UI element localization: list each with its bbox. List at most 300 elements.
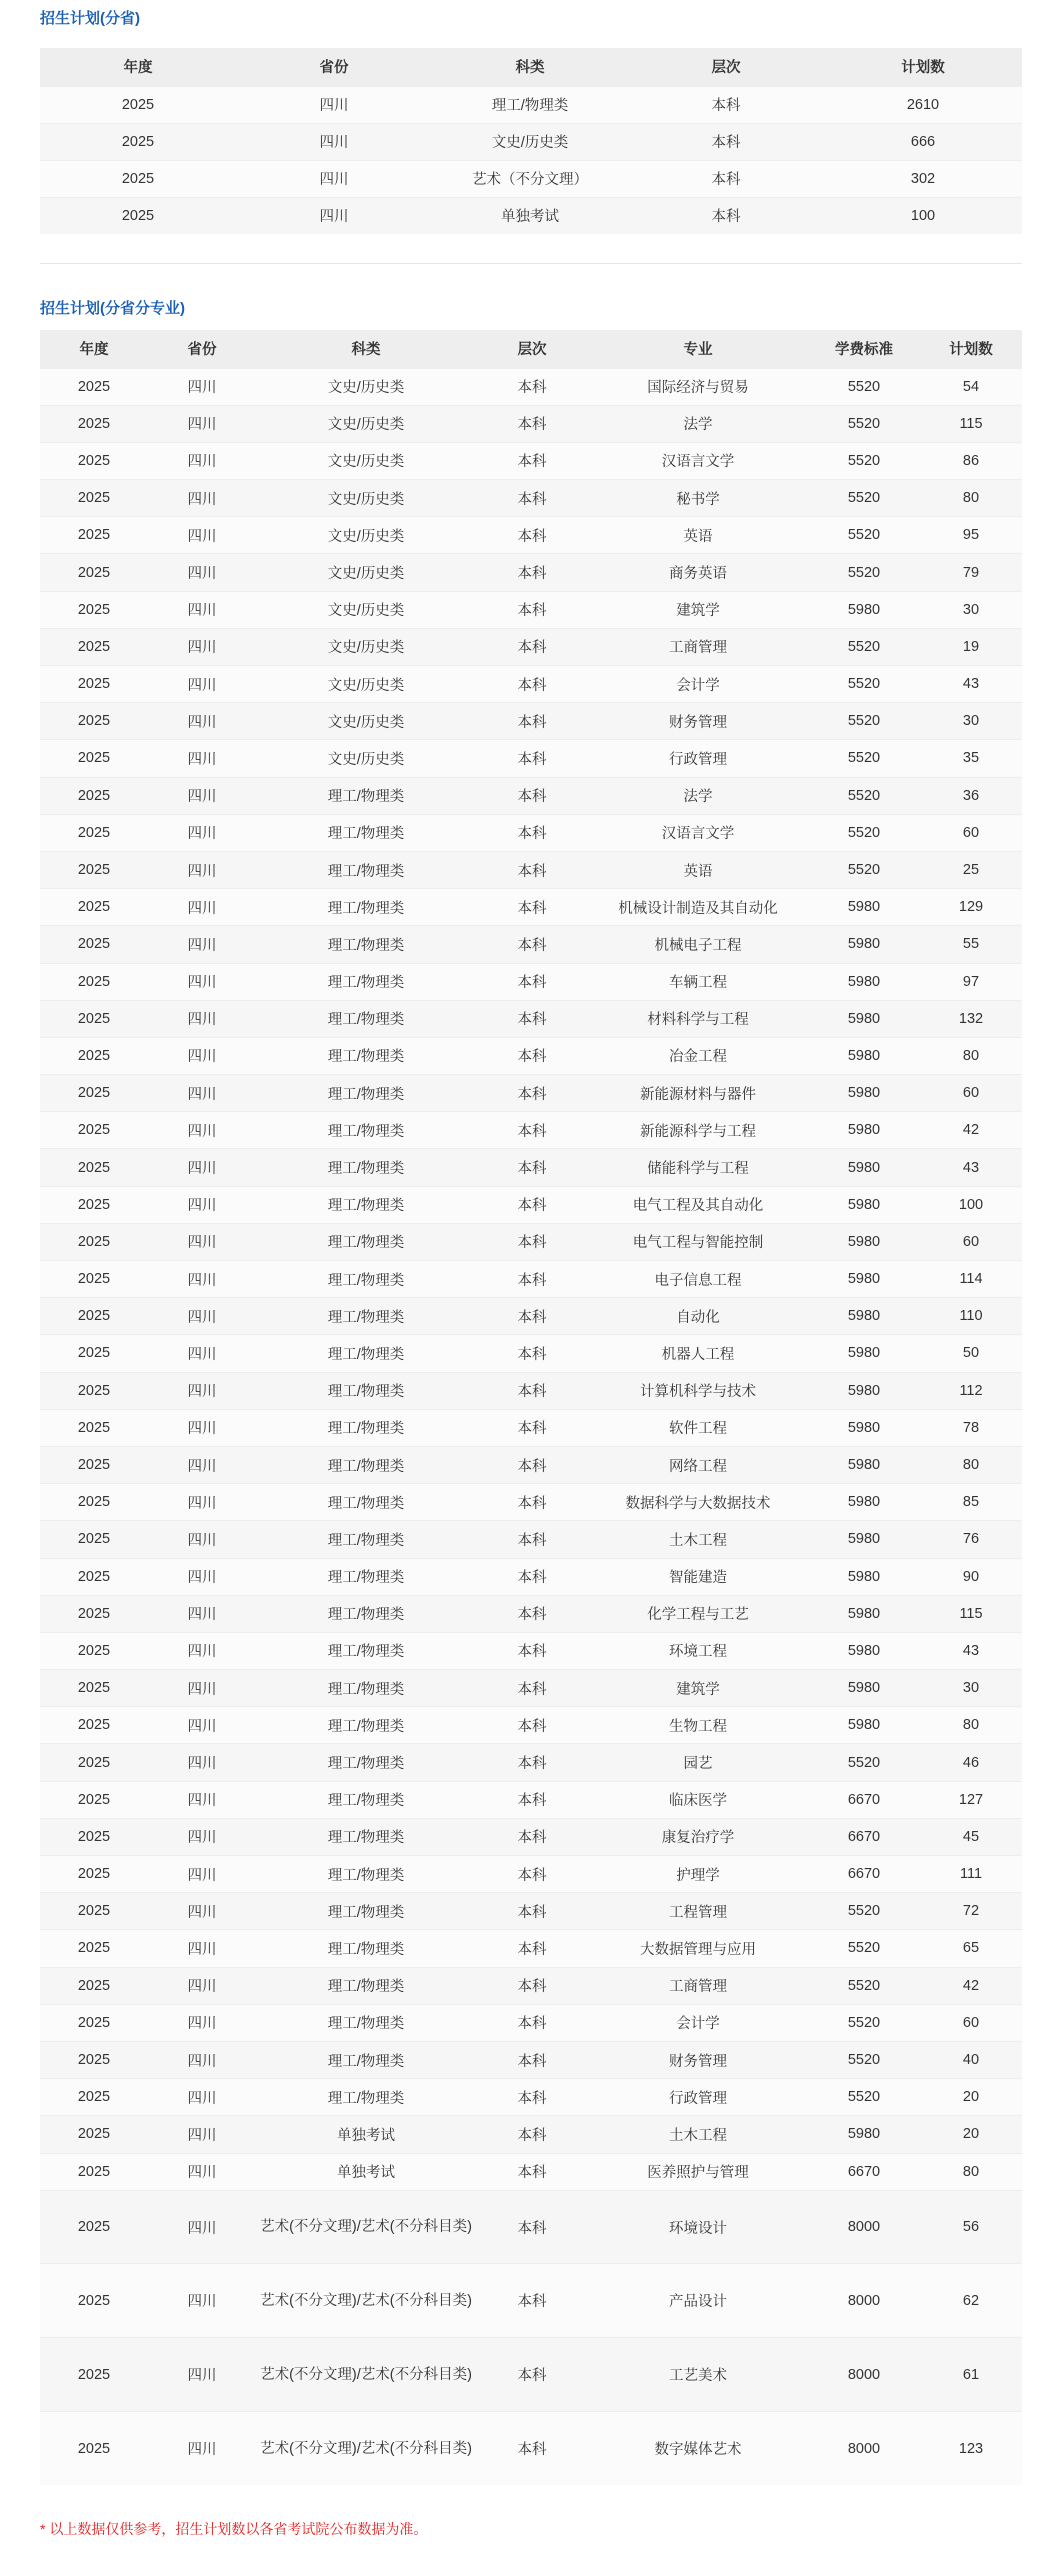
table-cell: 2025 bbox=[40, 1261, 148, 1298]
table-cell: 四川 bbox=[148, 1409, 256, 1446]
table-row bbox=[40, 666, 1022, 703]
table-cell: 5980 bbox=[808, 1409, 920, 1446]
table-cell: 43 bbox=[920, 1149, 1022, 1186]
table-cell: 四川 bbox=[148, 1893, 256, 1930]
table-cell: 艺术(不分文理)/艺术(不分科目类) bbox=[256, 2264, 476, 2338]
table-cell: 2025 bbox=[40, 1446, 148, 1483]
table-cell: 5520 bbox=[808, 2079, 920, 2116]
table-row bbox=[40, 1037, 1022, 1074]
table-cell: 72 bbox=[920, 1893, 1022, 1930]
table-cell: 5980 bbox=[808, 1037, 920, 1074]
column-header: 专业 bbox=[588, 330, 808, 368]
table-cell: 90 bbox=[920, 1558, 1022, 1595]
table-row bbox=[40, 591, 1022, 628]
table-cell: 5980 bbox=[808, 1298, 920, 1335]
table-cell: 本科 bbox=[476, 591, 588, 628]
table-row bbox=[40, 628, 1022, 665]
table-cell: 会计学 bbox=[588, 666, 808, 703]
table-cell: 四川 bbox=[148, 851, 256, 888]
table-cell: 机械设计制造及其自动化 bbox=[588, 889, 808, 926]
table-cell: 2025 bbox=[40, 1112, 148, 1149]
table-cell: 60 bbox=[920, 814, 1022, 851]
table-cell: 本科 bbox=[476, 703, 588, 740]
table-row bbox=[40, 160, 1022, 197]
table-cell: 四川 bbox=[148, 480, 256, 517]
table-cell: 5520 bbox=[808, 480, 920, 517]
table-cell: 文史/历史类 bbox=[256, 368, 476, 405]
table-cell: 理工/物理类 bbox=[256, 1149, 476, 1186]
table-cell: 54 bbox=[920, 368, 1022, 405]
table-row bbox=[40, 703, 1022, 740]
column-header: 层次 bbox=[476, 330, 588, 368]
table-cell: 79 bbox=[920, 554, 1022, 591]
table-cell: 本科 bbox=[476, 2116, 588, 2153]
table-cell: 5520 bbox=[808, 1744, 920, 1781]
table-cell: 本科 bbox=[628, 86, 824, 123]
table-cell: 114 bbox=[920, 1261, 1022, 1298]
table-cell: 5980 bbox=[808, 1521, 920, 1558]
column-header: 科类 bbox=[256, 330, 476, 368]
table-cell: 四川 bbox=[148, 1818, 256, 1855]
table-cell: 2025 bbox=[40, 1372, 148, 1409]
table-row bbox=[40, 1893, 1022, 1930]
table-cell: 666 bbox=[824, 123, 1022, 160]
table-cell: 97 bbox=[920, 963, 1022, 1000]
table-cell: 本科 bbox=[476, 1595, 588, 1632]
table-cell: 四川 bbox=[148, 1744, 256, 1781]
column-header: 年度 bbox=[40, 330, 148, 368]
table-cell: 本科 bbox=[476, 1409, 588, 1446]
table-cell: 四川 bbox=[148, 554, 256, 591]
table-cell: 本科 bbox=[476, 963, 588, 1000]
column-header: 学费标准 bbox=[808, 330, 920, 368]
table-row bbox=[40, 814, 1022, 851]
table-cell: 四川 bbox=[148, 926, 256, 963]
table-cell: 2025 bbox=[40, 2264, 148, 2338]
table-cell: 5980 bbox=[808, 1707, 920, 1744]
table-cell: 四川 bbox=[148, 703, 256, 740]
table-cell: 40 bbox=[920, 2041, 1022, 2078]
table-cell: 四川 bbox=[148, 740, 256, 777]
table-cell: 2025 bbox=[40, 405, 148, 442]
table-cell: 本科 bbox=[476, 2190, 588, 2264]
table-row bbox=[40, 1000, 1022, 1037]
table-cell: 5980 bbox=[808, 1186, 920, 1223]
table-row bbox=[40, 1446, 1022, 1483]
table-row bbox=[40, 197, 1022, 234]
table-cell: 英语 bbox=[588, 851, 808, 888]
table-cell: 5980 bbox=[808, 1446, 920, 1483]
section-title-by-major: 招生计划(分省分专业) bbox=[40, 300, 185, 317]
table-cell: 四川 bbox=[148, 442, 256, 479]
table-row bbox=[40, 1744, 1022, 1781]
table-cell: 临床医学 bbox=[588, 1781, 808, 1818]
table-cell: 数据科学与大数据技术 bbox=[588, 1484, 808, 1521]
table-cell: 5520 bbox=[808, 814, 920, 851]
table-cell: 理工/物理类 bbox=[256, 1930, 476, 1967]
table-cell: 本科 bbox=[476, 1149, 588, 1186]
table-cell: 理工/物理类 bbox=[256, 1893, 476, 1930]
table-cell: 单独考试 bbox=[256, 2116, 476, 2153]
table-cell: 本科 bbox=[476, 1967, 588, 2004]
table-cell: 5980 bbox=[808, 1484, 920, 1521]
table-cell: 20 bbox=[920, 2079, 1022, 2116]
table-row bbox=[40, 123, 1022, 160]
table-cell: 英语 bbox=[588, 517, 808, 554]
table-row bbox=[40, 1595, 1022, 1632]
plan-by-major-table bbox=[40, 330, 1022, 2485]
table-cell: 2025 bbox=[40, 740, 148, 777]
table-row bbox=[40, 1223, 1022, 1260]
table-cell: 法学 bbox=[588, 405, 808, 442]
table-cell: 化学工程与工艺 bbox=[588, 1595, 808, 1632]
table-cell: 5980 bbox=[808, 591, 920, 628]
table-cell: 理工/物理类 bbox=[256, 1446, 476, 1483]
table-cell: 理工/物理类 bbox=[256, 1595, 476, 1632]
table-cell: 本科 bbox=[476, 851, 588, 888]
table-row bbox=[40, 1335, 1022, 1372]
table-cell: 本科 bbox=[476, 1558, 588, 1595]
table-cell: 工艺美术 bbox=[588, 2338, 808, 2412]
table-cell: 本科 bbox=[476, 442, 588, 479]
table-cell: 20 bbox=[920, 2116, 1022, 2153]
table-row bbox=[40, 1967, 1022, 2004]
table-cell: 30 bbox=[920, 591, 1022, 628]
table-row bbox=[40, 740, 1022, 777]
table-row bbox=[40, 2190, 1022, 2264]
table-row bbox=[40, 851, 1022, 888]
table-cell: 本科 bbox=[476, 1372, 588, 1409]
table-cell: 文史/历史类 bbox=[256, 405, 476, 442]
table-cell: 5980 bbox=[808, 1223, 920, 1260]
table-cell: 2025 bbox=[40, 1335, 148, 1372]
table-cell: 56 bbox=[920, 2190, 1022, 2264]
table-cell: 2025 bbox=[40, 368, 148, 405]
table-cell: 35 bbox=[920, 740, 1022, 777]
table-cell: 四川 bbox=[148, 1335, 256, 1372]
table-cell: 四川 bbox=[148, 1000, 256, 1037]
table-row bbox=[40, 926, 1022, 963]
table-cell: 本科 bbox=[476, 2041, 588, 2078]
table-cell: 理工/物理类 bbox=[256, 1112, 476, 1149]
table-cell: 机械电子工程 bbox=[588, 926, 808, 963]
table-cell: 理工/物理类 bbox=[256, 1967, 476, 2004]
table-cell: 2025 bbox=[40, 1930, 148, 1967]
table-cell: 文史/历史类 bbox=[256, 628, 476, 665]
table-cell: 2025 bbox=[40, 926, 148, 963]
table-cell: 自动化 bbox=[588, 1298, 808, 1335]
table-row bbox=[40, 1856, 1022, 1893]
table-row bbox=[40, 517, 1022, 554]
table-cell: 2025 bbox=[40, 2041, 148, 2078]
table-cell: 2025 bbox=[40, 1298, 148, 1335]
table-cell: 60 bbox=[920, 1075, 1022, 1112]
table-cell: 5980 bbox=[808, 889, 920, 926]
table-cell: 2025 bbox=[40, 2338, 148, 2412]
table-cell: 新能源材料与器件 bbox=[588, 1075, 808, 1112]
table-cell: 理工/物理类 bbox=[256, 2079, 476, 2116]
table-cell: 四川 bbox=[148, 1595, 256, 1632]
table-cell: 四川 bbox=[148, 1632, 256, 1669]
table-cell: 四川 bbox=[148, 1298, 256, 1335]
table-row bbox=[40, 1521, 1022, 1558]
table-cell: 2025 bbox=[40, 1707, 148, 1744]
table-cell: 车辆工程 bbox=[588, 963, 808, 1000]
table-cell: 四川 bbox=[148, 1372, 256, 1409]
table-cell: 2025 bbox=[40, 2079, 148, 2116]
table-cell: 四川 bbox=[148, 1075, 256, 1112]
table-cell: 理工/物理类 bbox=[256, 889, 476, 926]
table-cell: 理工/物理类 bbox=[256, 2004, 476, 2041]
table-cell: 本科 bbox=[476, 1744, 588, 1781]
table-cell: 2025 bbox=[40, 197, 236, 234]
table-row bbox=[40, 2153, 1022, 2190]
table-cell: 本科 bbox=[476, 480, 588, 517]
table-cell: 本科 bbox=[476, 405, 588, 442]
table-cell: 5520 bbox=[808, 1893, 920, 1930]
table-cell: 5520 bbox=[808, 628, 920, 665]
table-cell: 四川 bbox=[148, 2264, 256, 2338]
table-cell: 四川 bbox=[148, 2041, 256, 2078]
table-cell: 本科 bbox=[476, 1000, 588, 1037]
table-cell: 50 bbox=[920, 1335, 1022, 1372]
table-cell: 110 bbox=[920, 1298, 1022, 1335]
table-cell: 129 bbox=[920, 889, 1022, 926]
table-cell: 四川 bbox=[148, 2116, 256, 2153]
table-cell: 46 bbox=[920, 1744, 1022, 1781]
table-cell: 80 bbox=[920, 1446, 1022, 1483]
table-cell: 2025 bbox=[40, 814, 148, 851]
table-cell: 本科 bbox=[476, 1670, 588, 1707]
table-cell: 80 bbox=[920, 1037, 1022, 1074]
table-cell: 本科 bbox=[476, 1446, 588, 1483]
table-cell: 本科 bbox=[476, 666, 588, 703]
table-cell: 艺术（不分文理） bbox=[432, 160, 628, 197]
table-cell: 法学 bbox=[588, 777, 808, 814]
table-cell: 2025 bbox=[40, 889, 148, 926]
table-cell: 78 bbox=[920, 1409, 1022, 1446]
table-cell: 理工/物理类 bbox=[256, 1223, 476, 1260]
section-title-by-province: 招生计划(分省) bbox=[40, 10, 140, 27]
table-cell: 本科 bbox=[476, 740, 588, 777]
table-cell: 网络工程 bbox=[588, 1446, 808, 1483]
table-cell: 工商管理 bbox=[588, 628, 808, 665]
table-cell: 理工/物理类 bbox=[256, 1632, 476, 1669]
table-cell: 2025 bbox=[40, 2153, 148, 2190]
table-cell: 行政管理 bbox=[588, 2079, 808, 2116]
table-cell: 5980 bbox=[808, 1149, 920, 1186]
column-header: 计划数 bbox=[824, 48, 1022, 86]
table-cell: 本科 bbox=[476, 554, 588, 591]
table-cell: 艺术(不分文理)/艺术(不分科目类) bbox=[256, 2338, 476, 2412]
table-cell: 2025 bbox=[40, 1484, 148, 1521]
table-header-row bbox=[40, 48, 1022, 86]
table-cell: 行政管理 bbox=[588, 740, 808, 777]
table-cell: 理工/物理类 bbox=[256, 1781, 476, 1818]
table-cell: 四川 bbox=[148, 1558, 256, 1595]
table-cell: 文史/历史类 bbox=[256, 666, 476, 703]
table-cell: 财务管理 bbox=[588, 2041, 808, 2078]
table-cell: 30 bbox=[920, 1670, 1022, 1707]
table-cell: 国际经济与贸易 bbox=[588, 368, 808, 405]
table-cell: 电气工程与智能控制 bbox=[588, 1223, 808, 1260]
table-cell: 2025 bbox=[40, 1409, 148, 1446]
table-cell: 四川 bbox=[148, 2412, 256, 2486]
table-row bbox=[40, 1261, 1022, 1298]
table-cell: 5520 bbox=[808, 2004, 920, 2041]
table-cell: 单独考试 bbox=[256, 2153, 476, 2190]
table-cell: 2025 bbox=[40, 1856, 148, 1893]
table-cell: 5520 bbox=[808, 442, 920, 479]
table-cell: 电子信息工程 bbox=[588, 1261, 808, 1298]
table-cell: 四川 bbox=[148, 1186, 256, 1223]
column-header: 计划数 bbox=[920, 330, 1022, 368]
table-row bbox=[40, 1149, 1022, 1186]
table-cell: 本科 bbox=[476, 1186, 588, 1223]
table-cell: 本科 bbox=[476, 2079, 588, 2116]
table-row bbox=[40, 2004, 1022, 2041]
table-cell: 本科 bbox=[476, 1484, 588, 1521]
table-cell: 95 bbox=[920, 517, 1022, 554]
table-cell: 文史/历史类 bbox=[256, 740, 476, 777]
table-cell: 43 bbox=[920, 1632, 1022, 1669]
table-cell: 理工/物理类 bbox=[432, 86, 628, 123]
table-cell: 文史/历史类 bbox=[256, 703, 476, 740]
table-cell: 2025 bbox=[40, 2116, 148, 2153]
table-cell: 四川 bbox=[148, 2338, 256, 2412]
table-row bbox=[40, 1484, 1022, 1521]
column-header: 层次 bbox=[628, 48, 824, 86]
table-cell: 8000 bbox=[808, 2338, 920, 2412]
table-row bbox=[40, 442, 1022, 479]
table-cell: 四川 bbox=[236, 197, 432, 234]
table-cell: 42 bbox=[920, 1967, 1022, 2004]
table-cell: 本科 bbox=[476, 1298, 588, 1335]
table-cell: 文史/历史类 bbox=[256, 442, 476, 479]
table-cell: 61 bbox=[920, 2338, 1022, 2412]
table-cell: 机器人工程 bbox=[588, 1335, 808, 1372]
table-cell: 2025 bbox=[40, 1744, 148, 1781]
table-cell: 5520 bbox=[808, 2041, 920, 2078]
table-cell: 36 bbox=[920, 777, 1022, 814]
table-cell: 本科 bbox=[476, 1037, 588, 1074]
table-cell: 2025 bbox=[40, 2190, 148, 2264]
table-cell: 本科 bbox=[476, 1930, 588, 1967]
table-cell: 本科 bbox=[476, 889, 588, 926]
table-cell: 理工/物理类 bbox=[256, 1409, 476, 1446]
table-cell: 2025 bbox=[40, 703, 148, 740]
table-row bbox=[40, 1372, 1022, 1409]
table-cell: 大数据管理与应用 bbox=[588, 1930, 808, 1967]
table-cell: 文史/历史类 bbox=[256, 554, 476, 591]
table-cell: 本科 bbox=[476, 814, 588, 851]
plan-by-province-table bbox=[40, 48, 1022, 234]
table-cell: 2025 bbox=[40, 777, 148, 814]
table-row bbox=[40, 1707, 1022, 1744]
table-cell: 2025 bbox=[40, 2412, 148, 2486]
table-cell: 本科 bbox=[476, 1521, 588, 1558]
table-cell: 2025 bbox=[40, 160, 236, 197]
table-cell: 115 bbox=[920, 405, 1022, 442]
table-cell: 5520 bbox=[808, 405, 920, 442]
table-cell: 5520 bbox=[808, 666, 920, 703]
table-cell: 电气工程及其自动化 bbox=[588, 1186, 808, 1223]
table-cell: 2025 bbox=[40, 1075, 148, 1112]
table-row bbox=[40, 777, 1022, 814]
table-cell: 理工/物理类 bbox=[256, 1670, 476, 1707]
table-cell: 四川 bbox=[236, 160, 432, 197]
section-divider bbox=[40, 263, 1022, 264]
table-cell: 55 bbox=[920, 926, 1022, 963]
table-cell: 60 bbox=[920, 1223, 1022, 1260]
table-cell: 5980 bbox=[808, 1000, 920, 1037]
table-cell: 25 bbox=[920, 851, 1022, 888]
table-cell: 四川 bbox=[148, 628, 256, 665]
table-cell: 2025 bbox=[40, 1000, 148, 1037]
table-cell: 四川 bbox=[148, 2190, 256, 2264]
table-cell: 43 bbox=[920, 666, 1022, 703]
table-cell: 本科 bbox=[476, 628, 588, 665]
table-cell: 理工/物理类 bbox=[256, 851, 476, 888]
column-header: 省份 bbox=[148, 330, 256, 368]
table-cell: 软件工程 bbox=[588, 1409, 808, 1446]
table-cell: 42 bbox=[920, 1112, 1022, 1149]
table-cell: 111 bbox=[920, 1856, 1022, 1893]
table-cell: 5520 bbox=[808, 517, 920, 554]
table-cell: 四川 bbox=[148, 1856, 256, 1893]
table-cell: 理工/物理类 bbox=[256, 1335, 476, 1372]
table-cell: 2025 bbox=[40, 442, 148, 479]
table-cell: 理工/物理类 bbox=[256, 1521, 476, 1558]
table-cell: 理工/物理类 bbox=[256, 2041, 476, 2078]
table-cell: 本科 bbox=[628, 160, 824, 197]
table-cell: 汉语言文学 bbox=[588, 442, 808, 479]
table-cell: 86 bbox=[920, 442, 1022, 479]
table-cell: 76 bbox=[920, 1521, 1022, 1558]
table-cell: 文史/历史类 bbox=[256, 517, 476, 554]
table-cell: 6670 bbox=[808, 1856, 920, 1893]
table-cell: 四川 bbox=[148, 963, 256, 1000]
table-row bbox=[40, 2116, 1022, 2153]
table-cell: 商务英语 bbox=[588, 554, 808, 591]
table-cell: 5980 bbox=[808, 1670, 920, 1707]
table-cell: 本科 bbox=[476, 777, 588, 814]
table-cell: 5980 bbox=[808, 1075, 920, 1112]
table-cell: 2025 bbox=[40, 1558, 148, 1595]
table-cell: 本科 bbox=[476, 1075, 588, 1112]
table-cell: 康复治疗学 bbox=[588, 1818, 808, 1855]
table-cell: 艺术(不分文理)/艺术(不分科目类) bbox=[256, 2190, 476, 2264]
table-cell: 土木工程 bbox=[588, 1521, 808, 1558]
table-cell: 80 bbox=[920, 1707, 1022, 1744]
table-cell: 2025 bbox=[40, 591, 148, 628]
table-cell: 2025 bbox=[40, 628, 148, 665]
table-cell: 四川 bbox=[148, 1967, 256, 2004]
table-cell: 123 bbox=[920, 2412, 1022, 2486]
table-cell: 四川 bbox=[148, 1484, 256, 1521]
table-cell: 单独考试 bbox=[432, 197, 628, 234]
table-cell: 四川 bbox=[236, 123, 432, 160]
table-row bbox=[40, 1298, 1022, 1335]
table-cell: 土木工程 bbox=[588, 2116, 808, 2153]
table-cell: 2025 bbox=[40, 1670, 148, 1707]
table-cell: 四川 bbox=[148, 1521, 256, 1558]
table-row bbox=[40, 1112, 1022, 1149]
table-cell: 5980 bbox=[808, 963, 920, 1000]
table-cell: 本科 bbox=[476, 1818, 588, 1855]
table-cell: 四川 bbox=[148, 1261, 256, 1298]
table-cell: 2025 bbox=[40, 1893, 148, 1930]
